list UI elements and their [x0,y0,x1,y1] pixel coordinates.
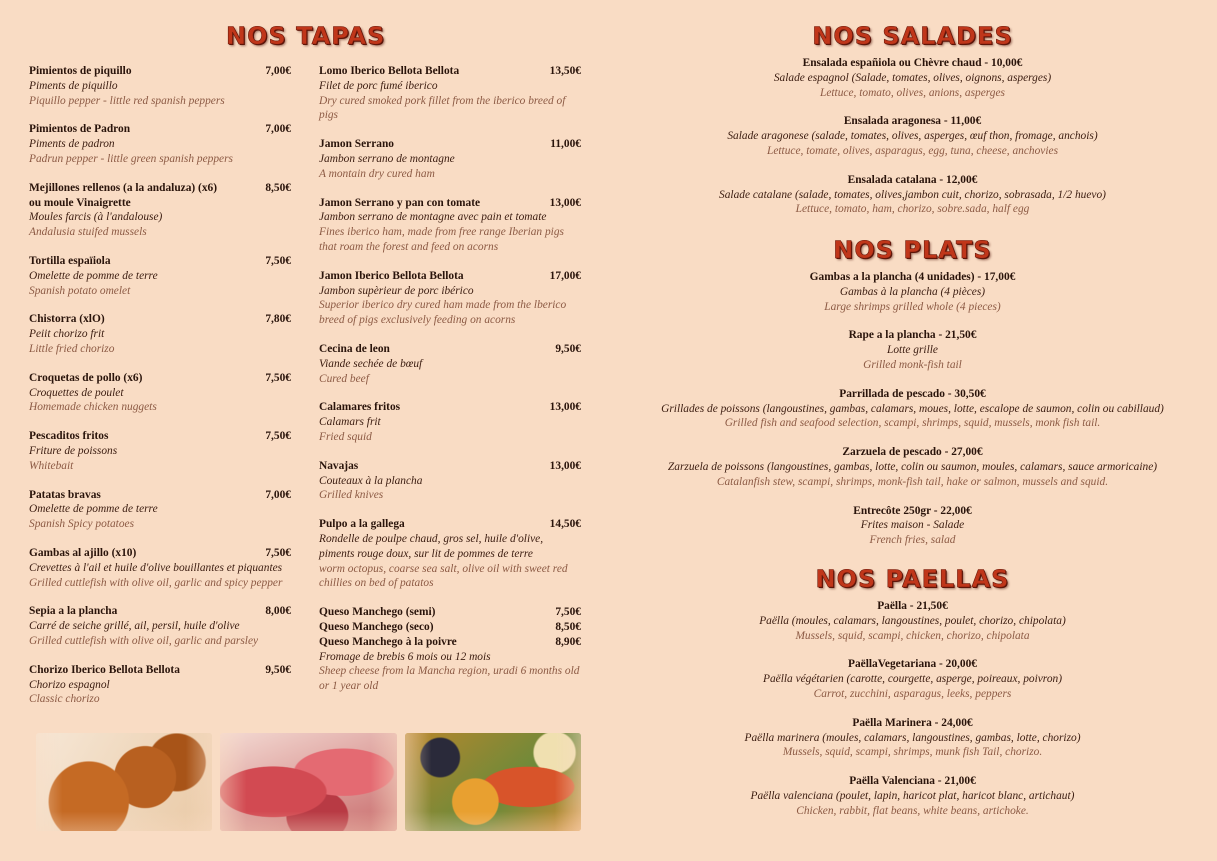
tapas-item [319,459,581,503]
item-french: Frites maison - Salade [860,519,965,532]
item-price: 13,00€ [549,196,581,209]
tapas-item [319,269,581,328]
item-english: Lettuce, tomato, olives, anions, asperges [820,86,1005,99]
salades-item [625,56,1200,100]
item-english: Catalanfish stew, scampi, shrimps, monk-fish tail, hake or salmon, mussels and squid. [716,475,1109,488]
item-french: Salade aragonese (salade, tomates, olives, asperges, œuf thon, fromage, anchois) [727,130,1098,143]
item-english: Whitebait [29,459,74,472]
tapas-item [29,604,291,648]
item-row [319,400,581,415]
item-french: Couteaux à la plancha [319,474,423,487]
item-name: Ensalada españiola ou Chèvre chaud - 10,00€ [802,57,1023,69]
item-name: Pimientos de piquillo [29,65,132,77]
item-price: 7,00€ [265,488,291,501]
item-french: Piments de piquillo [29,79,118,92]
item-french: Gambas à la plancha (4 pièces) [839,285,986,298]
paellas-item [625,774,1200,818]
item-row [29,604,291,619]
item-english: Piquillo pepper - little red spanish peppers [29,94,225,107]
item-english: Fried squid [319,430,372,443]
tapas-item [29,122,291,166]
cheese-row [319,620,581,635]
item-french: Friture de poissons [29,444,118,457]
item-english: Carrot, zucchini, asparagus, leeks, peppers [813,687,1012,700]
item-english: Classic chorizo [29,693,100,706]
item-english: Grilled cuttlefish with olive oil, garlic and parsley [29,634,259,647]
item-name: Jamon Serrano y pan con tomate [319,196,481,209]
item-price: 7,00€ [265,65,291,77]
paellas-heading: NOS PAELLAS [815,565,1010,593]
item-name: Ensalada aragonesa - 11,00€ [843,115,982,128]
tapas-middle-column [319,64,581,708]
paellas-item [625,599,1200,643]
item-name: Chorizo Iberico Bellota Bellota [29,663,180,676]
plats-section [625,236,1200,562]
item-row [29,64,291,79]
tapas-item [29,64,291,108]
item-french: Omelette de pomme de terre [29,503,158,516]
plats-item [625,328,1200,372]
item-price: 7,50€ [265,546,291,559]
item-price: 13,00€ [549,459,581,472]
item-row [319,269,581,284]
item-row [29,254,291,269]
item-row [29,312,291,327]
tapas-item [29,254,291,298]
item-french: Fromage de brebis 6 mois ou 12 mois [319,650,491,663]
item-french: Croquettes de poulet [29,386,124,399]
item-english: Sheep cheese from la Mancha region, uradi 6 months old or 1 year old [319,665,580,693]
item-english: Chicken, rabbit, flat beans, white beans, artichoke. [796,804,1029,817]
salades-item [625,114,1200,158]
item-name: Pimientos de Padron [29,123,131,136]
cheese-item [319,605,581,694]
item-french: Zarzuela de poissons (langoustines, gambas, lotte, colin ou saumon, moules, calamars, sauce armoricaine) [667,460,1158,473]
item-english: Spanish Spicy potatoes [29,518,135,531]
item-english: Lettuce, tomate, olives, asparagus, egg, tuna, cheese, anchovies [766,144,1059,157]
tapas-item [319,196,581,255]
item-french: Piments de padron [29,138,115,151]
item-french: Calamars frit [319,416,381,429]
tapas-item [319,64,581,123]
item-name: Entrecôte 250gr - 22,00€ [853,504,972,517]
plats-item [625,504,1200,548]
item-english: Spanish potato omelet [29,284,131,297]
plats-items [625,270,1200,548]
item-name: Pescaditos fritos [29,430,109,443]
item-french: Carré de seiche grillé, ail, persil, huile d'olive [29,620,240,633]
item-row [29,429,291,444]
item-name: Paëlla - 21,50€ [877,600,948,612]
paellas-item [625,716,1200,760]
item-french: Salade catalane (salade, tomates, olives,jambon cuit, chorizo, sobrasada, 1/2 huevo) [719,188,1106,201]
item-price: 7,50€ [265,430,291,443]
item-price: 14,50€ [549,518,581,531]
item-name: Tortilla espaïiola [29,254,111,267]
item-price: 7,00€ [265,123,291,136]
item-english: Padrun pepper - little green spanish peppers [29,152,233,165]
paellas-item [625,657,1200,701]
item-price: 11,00€ [550,138,581,151]
item-name: Pulpo a la gallega [319,518,405,531]
food-photos [36,733,581,833]
item-row [319,342,581,357]
item-french: Jambon serrano de montagne avec pain et tomate [319,211,547,224]
item-name: Jamon Serrano [319,138,394,151]
item-name: Paëlla Valenciana - 21,00€ [849,775,976,788]
cheese-row [319,605,581,620]
item-english: Large shrimps grilled whole (4 pieces) [824,300,1001,313]
tapas-item [319,400,581,444]
item-french: Viande sechée de bœuf [319,357,423,370]
plats-heading: NOS PLATS [833,236,992,264]
tapas-item [29,371,291,415]
item-english: Little fried chorizo [29,342,115,355]
ham-photo [220,733,396,831]
item-name: Ensalada catalana - 12,00€ [847,173,978,186]
tapas-item [29,312,291,356]
item-french: Paëlla valenciana (poulet, lapin, haricot plat, haricot blanc, artichaut) [750,789,1075,802]
item-english: Grilled fish and seafood selection, scampi, shrimps, squid, mussels, monk fish tail. [724,417,1101,430]
item-name: Sepia a la plancha [29,605,118,618]
item-price: 7,50€ [555,606,581,619]
item-name: Zarzuela de pescado - 27,00€ [842,446,983,459]
item-name: Calamares fritos [319,401,401,414]
item-row [319,517,581,532]
item-name: PaëllaVegetariana - 20,00€ [848,658,977,671]
item-french: Moules farcis (à l'andalouse) [29,211,163,224]
salades-item [625,173,1200,217]
item-french: Crevettes à l'ail et huile d'olive bouillantes et piquantes [29,561,283,574]
item-name: Navajas [319,459,359,472]
salades-heading: NOS SALADES [812,22,1013,50]
paellas-section [625,565,1200,833]
item-price: 8,00€ [265,605,291,618]
item-name: Patatas bravas [29,488,101,501]
item-english: Fines iberico ham, made from free range Iberian pigs that roam the forest and feed on acorns [319,226,564,253]
item-price: 8,50€ [265,181,291,194]
item-price: 9,50€ [265,663,291,676]
item-french: Jambon supèrieur de porc ibérico [319,284,474,297]
item-english: Mussels, squid, scampi, chicken, chorizo, chipolata [795,629,1030,642]
item-french: Grillades de poissons (langoustines, gambas, calamars, moues, lotte, escalope de saumon, colin ou cabillaud) [661,402,1164,415]
tapas-item [319,342,581,386]
tapas-item [29,181,291,240]
item-name: Queso Manchego à la poivre [319,635,457,648]
item-french: Omelette de pomme de terre [29,269,158,282]
item-name: Parrillada de pescado - 30,50€ [839,387,986,400]
item-row [319,196,581,211]
item-name: Chistorra (xlO) [29,313,105,326]
paellas-items [625,599,1200,819]
item-price: 7,50€ [265,254,291,267]
item-english: Andalusia stuifed mussels [29,226,147,239]
item-french: Jambon serrano de montagne [319,152,455,165]
tapas-left-column [29,64,291,721]
item-english: Cured beef [319,372,369,385]
item-row [319,137,581,152]
item-english: worm octopus, coarse sea salt, olive oil with sweet red chillies on bed of patatos [319,562,568,590]
item-name: Croquetas de pollo (x6) [29,371,143,384]
item-name: Lomo Iberico Bellota Bellota [319,65,460,77]
item-name: Queso Manchego (semi) [319,606,436,619]
item-row [319,64,581,79]
item-name: Queso Manchego (seco) [319,620,434,633]
item-french: Peiit chorizo frit [29,328,105,341]
item-name: Rape a la plancha - 21,50€ [848,329,977,342]
item-name: Cecina de leon [319,342,390,355]
item-english: Lettuce, tomato, ham, chorizo, sobre.sada, half egg [795,203,1030,216]
tapas-item [319,517,581,591]
item-english: Superior iberico dry cured ham made from the lberico breed of pigs exclusively feeding on acorns [319,299,567,327]
plats-item [625,445,1200,489]
croquettes-photo [36,733,212,831]
item-name: Paëlla Marinera - 24,00€ [852,716,973,729]
plats-item [625,387,1200,431]
item-price: 13,00€ [549,401,581,414]
item-price: 7,50€ [265,371,291,384]
item-row [29,663,291,678]
salades-section [625,22,1200,231]
item-english: Grilled monk-fish tail [863,358,962,371]
item-english: Grilled cuttlefish with olive oil, garlic and spicy pepper [29,576,283,589]
tapas-item [319,137,581,181]
item-name: Gambas al ajillo (x10) [29,546,137,559]
item-price: 8,90€ [555,635,581,648]
item-name: Gambas a la plancha (4 unidades) - 17,00€ [809,271,1016,283]
item-english: Mussels, squid, scampi, shrimps, munk fish Tail, chorizo. [782,746,1043,759]
item-name: Mejillones rellenos (a la andaluza) (x6) [29,181,218,194]
plats-item [625,270,1200,314]
item-french: Chorizo espagnol [29,678,110,691]
item-french: Paëlla végétarien (carotte, courgette, asperge, poireaux, poivron) [762,673,1063,686]
item-price: 17,00€ [549,269,581,282]
tapas-item [29,546,291,590]
item-english: Homemade chicken nuggets [29,401,157,414]
item-french: Filet de porc fumé iberico [319,79,438,92]
item-french: Paëlla (moules, calamars, langoustines, poulet, chorizo, chipolata) [759,614,1066,627]
tapas-middle-items [319,64,581,591]
item-price: 13,50€ [549,65,581,77]
item-english: A montain dry cured ham [319,167,435,180]
tapas-item [29,663,291,707]
item-french: Salade espagnol (Salade, tomates, olives, oignons, asperges) [773,71,1052,84]
item-price: 7,80€ [265,313,291,326]
item-row [29,122,291,137]
salades-items [625,56,1200,217]
item-price: 8,50€ [555,620,581,633]
item-french: Paëlla marinera (moules, calamars, langoustines, gambas, lotte, chorizo) [744,731,1081,744]
item-row [29,181,291,196]
paella-photo [405,733,581,831]
item-french: Lotte grille [887,344,938,357]
item-name-extra: ou moule Vinaigrette [29,196,131,209]
item-name: Jamon Iberico Bellota Bellota [319,269,464,282]
item-row [29,371,291,386]
tapas-heading: NOS TAPAS [226,22,386,50]
tapas-item [29,429,291,473]
item-french: Rondelle de poulpe chaud, gros sel, huile d'olive, piments rouge doux, sur lit de pommes de terre [319,532,544,560]
item-english: Dry cured smoked pork fillet from the iberico breed of pigs [319,94,566,122]
item-row [29,488,291,503]
item-row [319,459,581,474]
item-english: French fries, salad [869,534,956,547]
cheese-row [319,635,581,650]
item-price: 9,50€ [555,342,581,355]
item-english: Grilled knives [319,489,384,502]
item-row [29,546,291,561]
tapas-item [29,488,291,532]
